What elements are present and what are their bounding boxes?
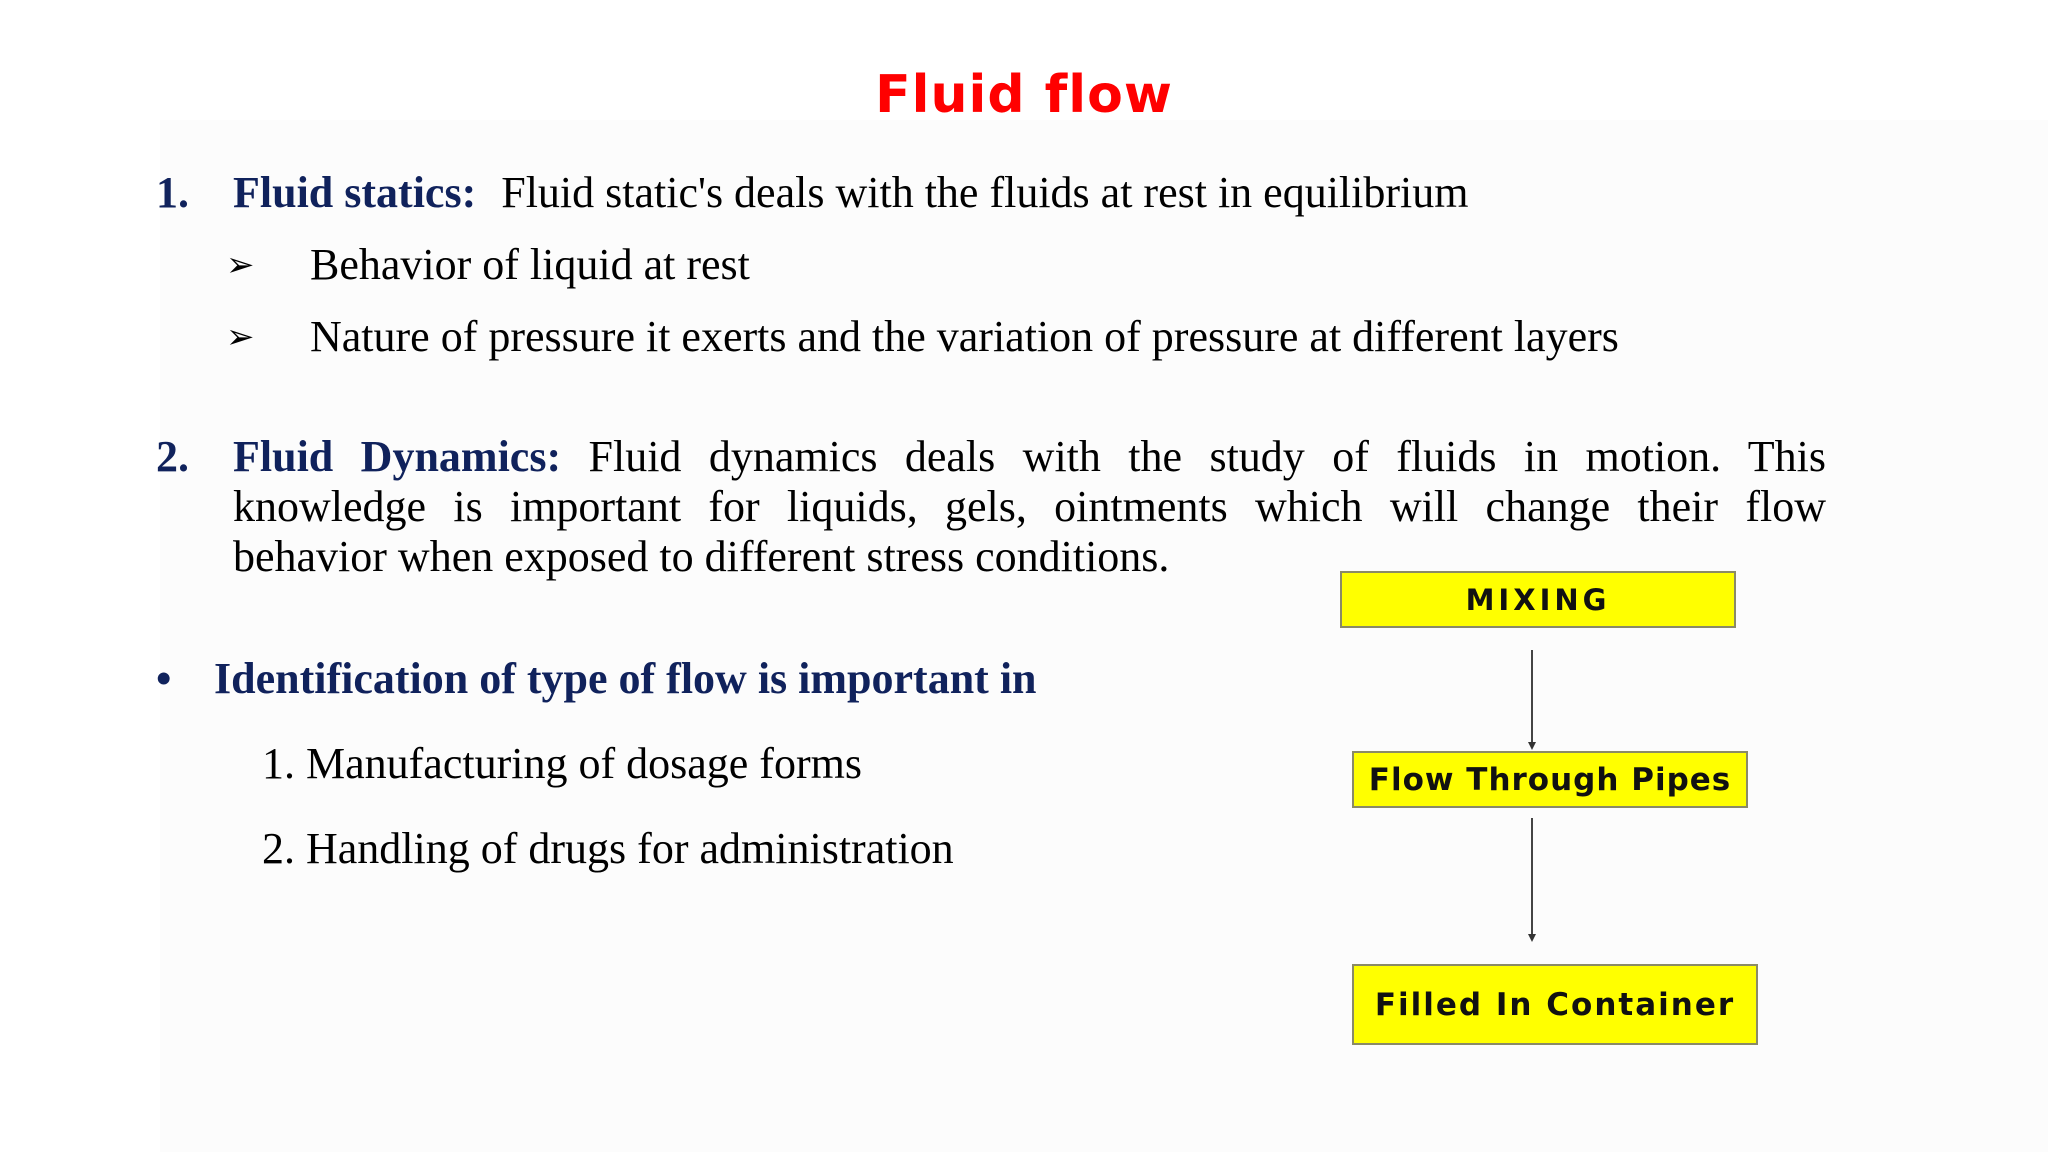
- section1-text: Fluid static's deals with the fluids at rest in equilibrium: [501, 168, 1469, 217]
- section2-line-2: knowledge is important for liquids, gels, ointments which will change their flow: [233, 482, 1826, 531]
- identification-heading: Identification of type of flow is important in: [214, 654, 1037, 703]
- flowchart-step-flow-through-pipes: Flow Through Pipes: [1352, 751, 1748, 808]
- slide-title: Fluid flow: [875, 65, 1173, 125]
- section1-number: 1.: [156, 168, 189, 217]
- arrow-bullet-icon: ➢: [226, 317, 255, 357]
- identification-item: 1. Manufacturing of dosage forms: [262, 739, 862, 788]
- section2-number: 2.: [156, 432, 189, 481]
- section2-line-3: behavior when exposed to different stress conditions.: [233, 532, 1170, 581]
- identification-bullet: •: [156, 654, 172, 703]
- section1-heading: Fluid statics:: [233, 168, 477, 217]
- section1-bullet: Behavior of liquid at rest: [310, 240, 750, 289]
- section1-bullet: Nature of pressure it exerts and the variation of pressure at different layers: [310, 312, 1619, 361]
- flowchart-step-mixing: MIXING: [1340, 571, 1736, 628]
- flowchart-step-filled-in-container: Filled In Container: [1352, 964, 1758, 1045]
- section2-heading: Fluid Dynamics:: [233, 432, 562, 481]
- identification-item: 2. Handling of drugs for administration: [262, 824, 954, 873]
- arrow-bullet-icon: ➢: [226, 245, 255, 285]
- section2-text-line: Fluid dynamics deals with the study of fluids in motion. This: [588, 432, 1827, 481]
